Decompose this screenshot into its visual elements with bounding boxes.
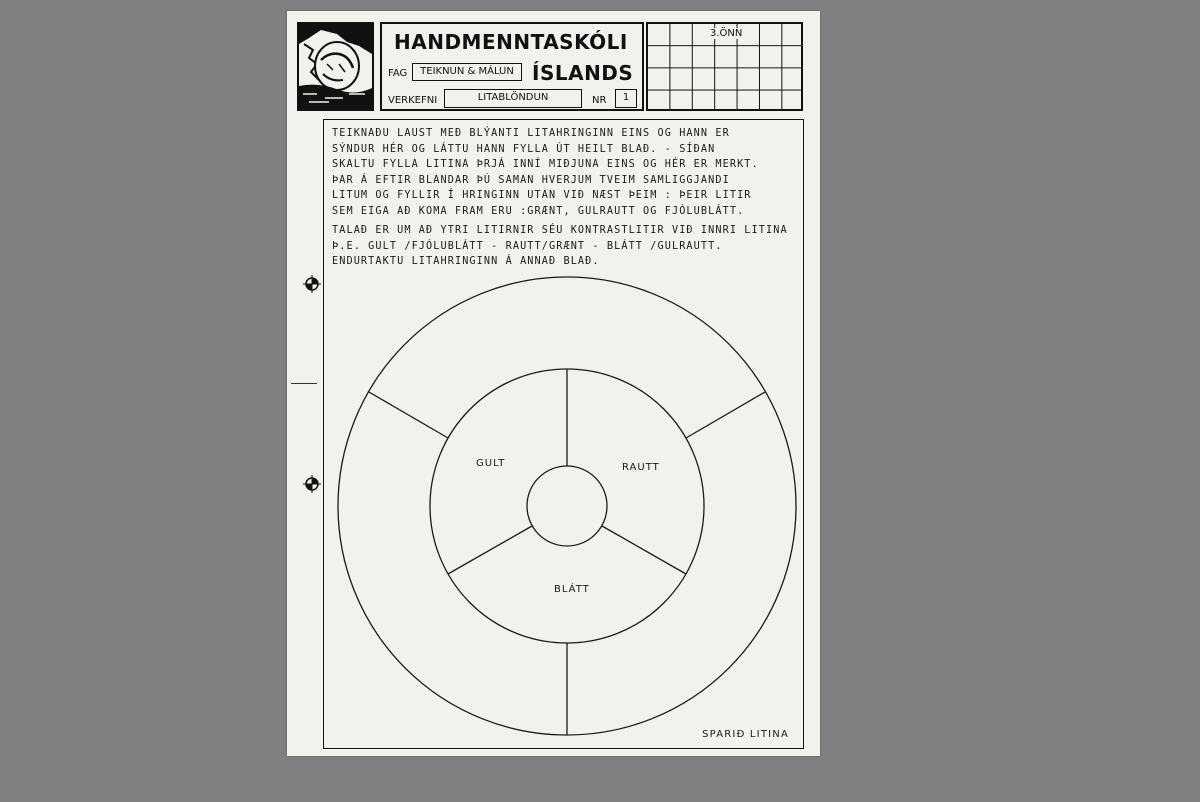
- school-logo: [297, 22, 374, 111]
- segment-label-blatt: BLÁTT: [554, 584, 590, 595]
- outer-divider: [686, 392, 765, 438]
- term-label: 3.ÖNN: [710, 28, 743, 39]
- grading-grid: [646, 22, 803, 111]
- worksheet: [287, 11, 820, 756]
- school-name-line1: HANDMENNTASKÓLI: [394, 30, 628, 54]
- nr-label: NR: [592, 95, 607, 106]
- registration-mark-icon: [302, 274, 322, 294]
- nr-value: 1: [615, 89, 637, 108]
- segment-label-rautt: RAUTT: [622, 462, 660, 473]
- header-title-block: [380, 22, 644, 111]
- color-wheel: [324, 120, 805, 750]
- fag-label: FAG: [388, 68, 408, 79]
- content-frame: [323, 119, 804, 749]
- center-circle: [527, 466, 607, 546]
- verkefni-label: VERKEFNI: [388, 95, 438, 106]
- fold-mark: [291, 383, 317, 384]
- inner-divider: [602, 526, 686, 574]
- outer-divider: [369, 392, 448, 438]
- school-name-line2: ÍSLANDS: [532, 61, 634, 85]
- footer-note: SPARIÐ LITINA: [702, 729, 789, 740]
- instructions-paragraph-1: TEIKNAÐU LAUST MEÐ BLÝANTI LITAHRINGINN EINS OG HANN ER SÝNDUR HÉR OG LÁTTU HANN FYLLA ÚT HEILT BLAÐ. - SÍÐAN SKALTU FYLLA LITINA ÞRJÁ INNÍ MIÐJUNA EINS OG HÉR ER MERKT. ÞAR Á EFTIR BLANDAR ÞÚ SAMAN HVERJUM TVEIM SAMLIGGJANDI LITUM OG FYLLIR Í HRINGINN UTAN VIÐ NÆST ÞEIM : ÞEIR LITIR SEM EIGA AÐ KOMA FRAM ERU :GRÆNT, GULRAUTT OG FJÓLUBLÁTT.: [332, 128, 759, 217]
- inner-divider: [448, 526, 532, 574]
- instructions-paragraph-2: TALAÐ ER UM AÐ YTRI LITIRNIR SÉU KONTRASTLITIR VIÐ INNRI LITINA Þ.E. GULT /FJÓLUBLÁTT - RAUTT/GRÆNT - BLÁTT /GULRAUTT. ENDURTAKTU LITAHRINGINN Á ANNAÐ BLAÐ.: [332, 225, 788, 267]
- registration-mark-icon: [302, 474, 322, 494]
- verkefni-value: LITABLÖNDUN: [444, 89, 582, 108]
- segment-label-gult: GULT: [476, 458, 506, 469]
- sculpture-logo-icon: [299, 24, 372, 109]
- fag-value: TEIKNUN & MÁLUN: [412, 63, 522, 81]
